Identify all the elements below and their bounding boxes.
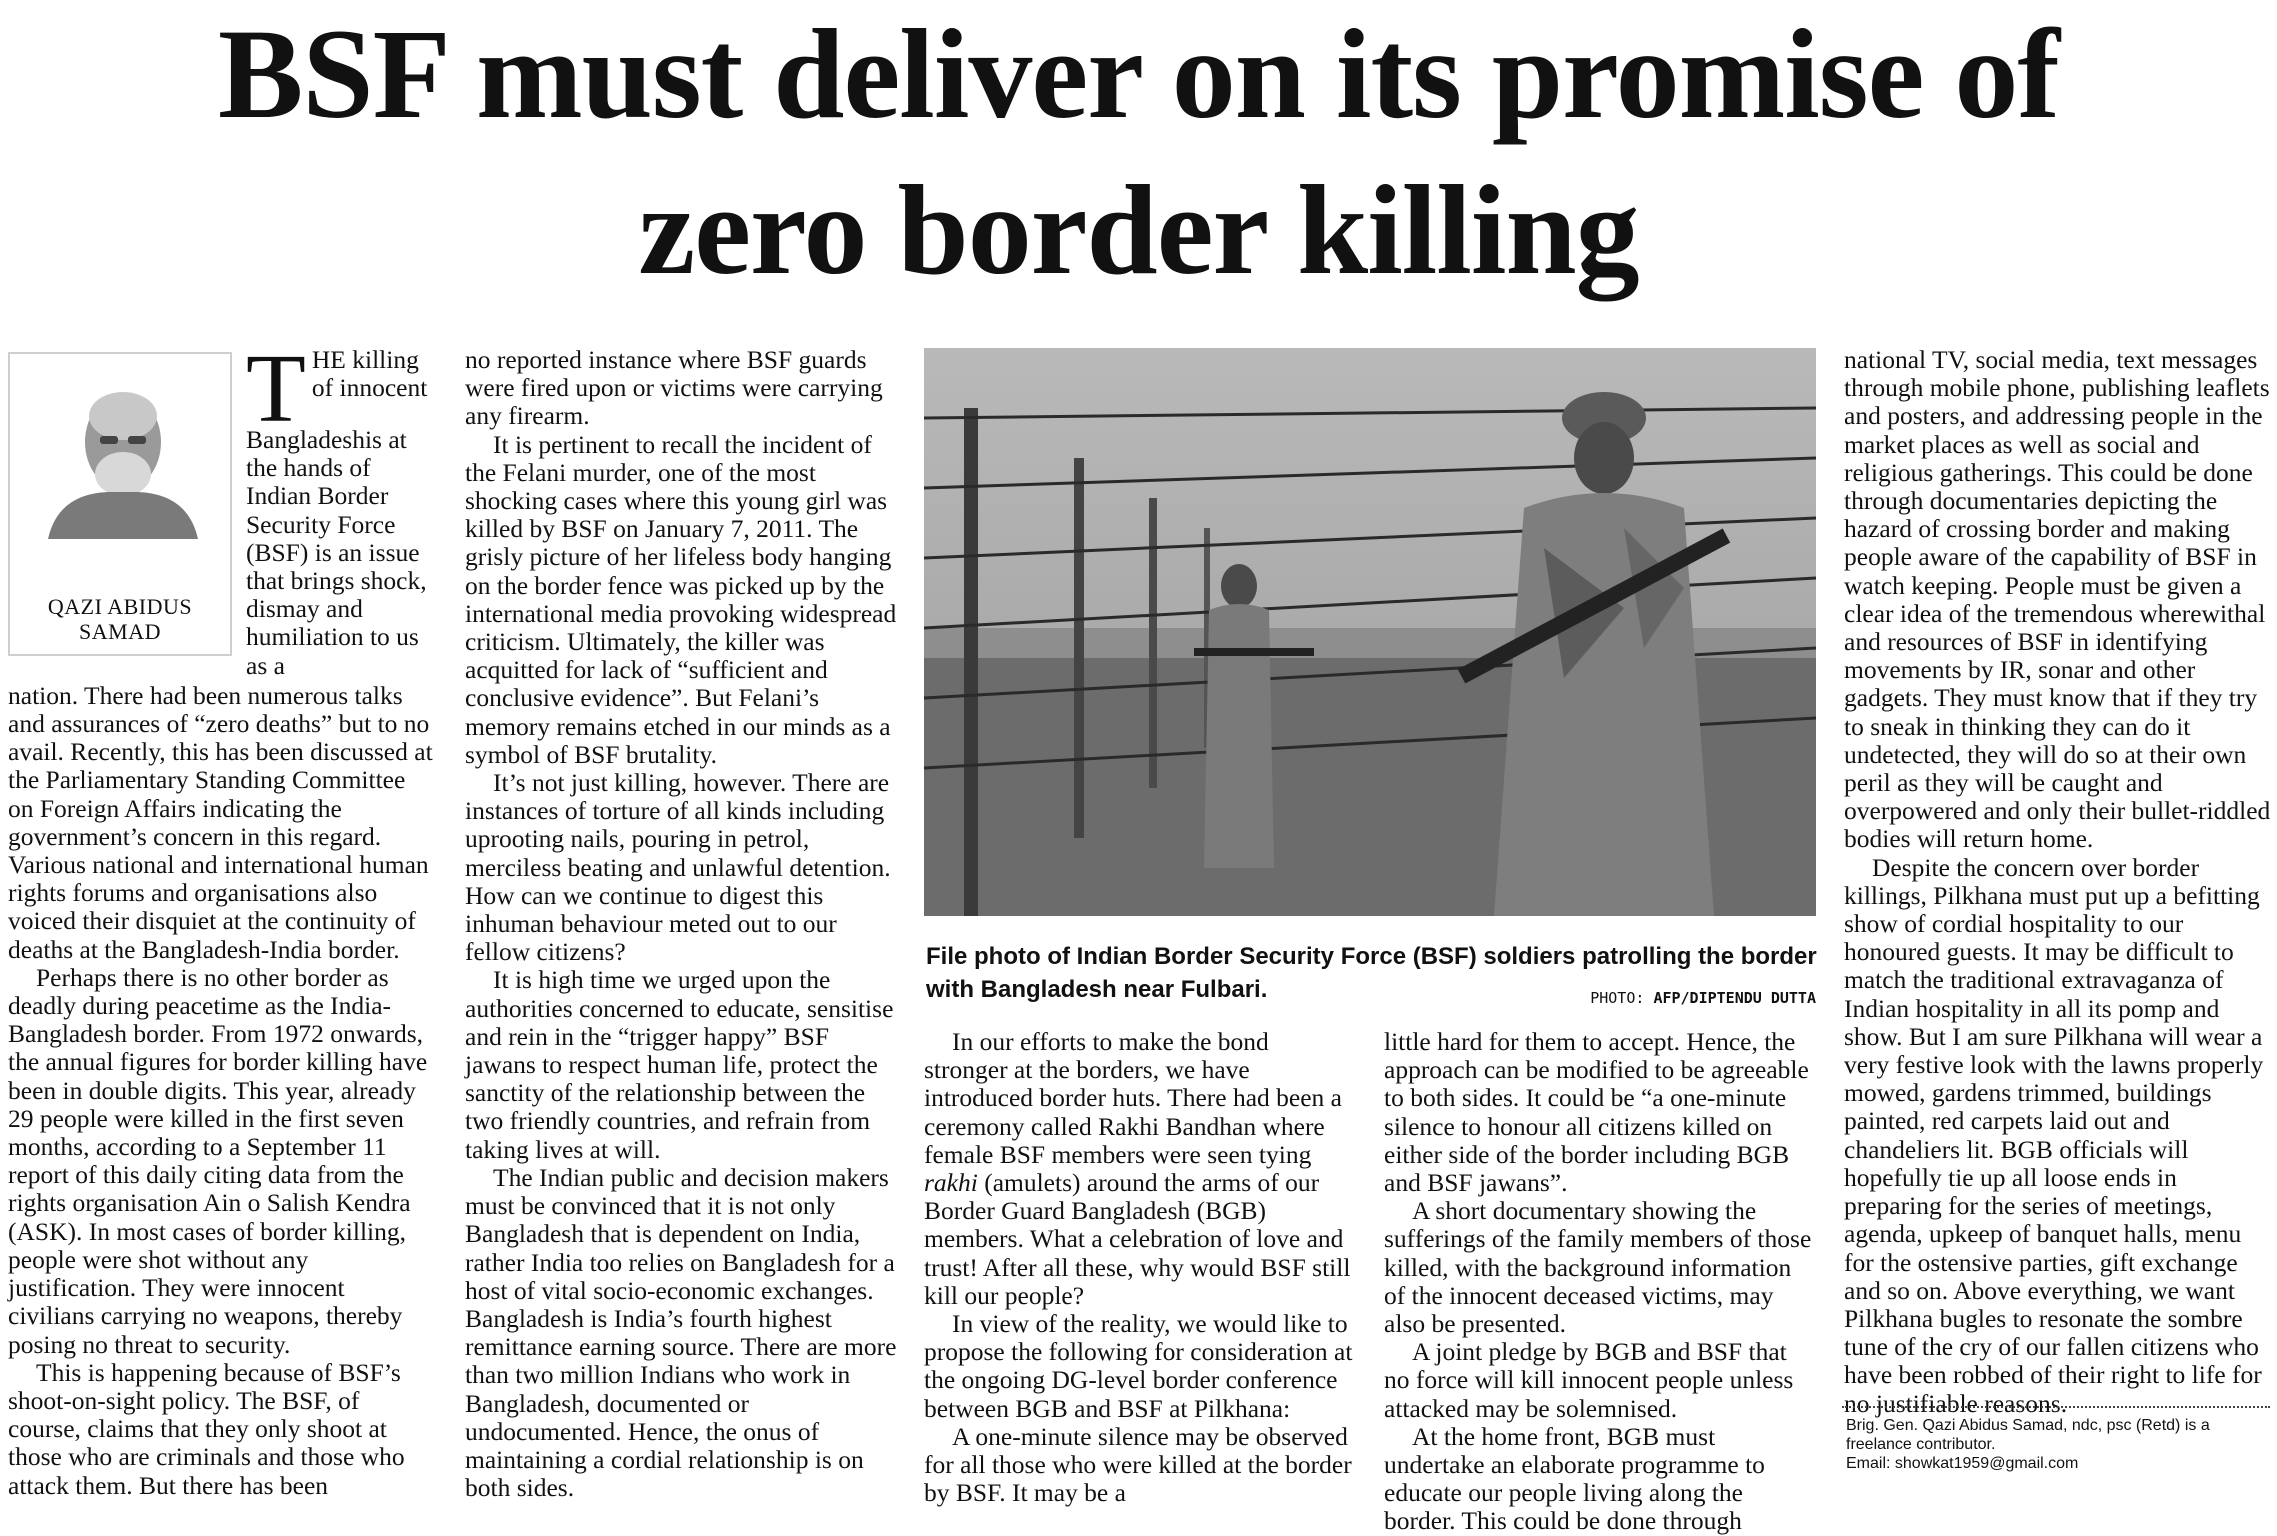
paragraph: It’s not just killing, however. There are instances of torture of all kinds including uprooting nails, pouring in petrol, merciless beating and unlawful detention. How can we continue to digest this inhuman behaviour meted out to our fellow citizens? bbox=[465, 768, 891, 967]
bio-email-line bbox=[1846, 1454, 2274, 1473]
photo-caption: File photo of Indian Border Security Force (BSF) soldiers patrolling the border with Bangladesh near Fulbari. bbox=[926, 943, 1817, 1003]
paragraph: A short documentary showing the sufferings of the family members of those killed, with the background information of the innocent deceased victims, may also be presented. bbox=[1384, 1196, 1812, 1339]
author-bio bbox=[1846, 1416, 2274, 1473]
email-address: showkat1959@gmail.com bbox=[1894, 1455, 2079, 1472]
column-4 bbox=[1384, 1028, 1816, 1536]
column-3 bbox=[924, 1028, 1356, 1507]
paragraph: national TV, social media, text messages through mobile phone, publishing leaflets and posters, and addressing people in the market places as well as social and religious gatherings. This could be done through documentaries depicting the hazard of crossing border and making people aware of the capability of BSF in watch keeping. People must be given a clear idea of the tremendous wherewithal and resources of BSF in identifying movements by IR, sonar and other gadgets. They must know that if they try to sneak in thinking they can do it undetected, they will do so at their own peril as they will be caught and overpowered and only their bullet-riddled bodies will return home. bbox=[1844, 345, 2271, 854]
headline-line-1: BSF must deliver on its promise of bbox=[218, 3, 2059, 145]
paragraph-intro: HE killing of innocent Bangladeshis at the hands of Indian Border Security Force (BSF) is an issue that brings shock, dismay and humiliation to us as a bbox=[246, 345, 428, 680]
paragraph: Perhaps there is no other border as deadly during peacetime as the India-Bangladesh border. From 1972 onwards, the annual figures for border killing have been in double digits. This year, already 29 people were killed in the first seven months, according to a September 11 report of this daily citing data from the rights organisation Ain o Salish Kendra (ASK). In most cases of border killing, people were shot without any justification. They were innocent civilians carrying no weapons, thereby posing no threat to security. bbox=[8, 962, 428, 1359]
paragraph: In our efforts to make the bond stronger at the borders, we have introduced border huts. There had been a ceremony called Rakhi Bandhan where female BSF members were seen tying rakhi (amulets) around the arms of our Border Guard Bangladesh (BGB) members. What a celebration of love and trust! After all these, why would BSF still kill our people? bbox=[924, 1027, 1351, 1310]
author-name: QAZI ABIDUS SAMAD bbox=[47, 594, 193, 644]
bio-divider bbox=[1842, 1406, 2270, 1408]
headline-line-2: zero border killing bbox=[638, 159, 1639, 301]
soldiers-border-fence-photo-icon bbox=[924, 348, 1816, 916]
rakhi-term: rakhi bbox=[924, 1168, 978, 1198]
paragraph: nation. There had been numerous talks and assurances of “zero deaths” but to no avail. Recently, this has been discussed at the Parliamentary Standing Committee on Foreign Affairs indicating the government’s concern in this regard. Various national and international human rights forums and organisations also voiced their disquiet at the continuity of deaths at the Bangladesh-India border. bbox=[8, 680, 433, 964]
paragraph: little hard for them to accept. Hence, the approach can be modified to be agreeable to both sides. It could be “a one-minute silence to honour all citizens killed on either side of the border including BGB and BSF jawans”. bbox=[1384, 1027, 1809, 1198]
article-photo bbox=[924, 348, 1816, 916]
paragraph: A one-minute silence may be observed for all those who were killed at the border by BSF. It may be a bbox=[924, 1421, 1352, 1508]
paragraph: A joint pledge by BGB and BSF that no force will kill innocent people unless attacked may be solemnised. bbox=[1384, 1337, 1794, 1423]
paragraph: The Indian public and decision makers must be convinced that it is not only Bangladesh that is dependent on India, rather India too relies on Bangladesh for a host of vital socio-economic exchanges. Bangladesh is India’s fourth highest remittance earning source. There are more than two million Indians who work in Bangladesh, documented or undocumented. Hence, the onus of maintaining a cordial relationship is on both sides. bbox=[465, 1162, 897, 1503]
paragraph: no reported instance where BSF guards were fired upon or victims were carrying any firearm. bbox=[465, 345, 883, 431]
bio-text: Brig. Gen. Qazi Abidus Samad, ndc, psc (Retd) is a freelance contributor. bbox=[1846, 1417, 2210, 1453]
email-label: Email: bbox=[1846, 1455, 1895, 1472]
drop-cap: T bbox=[246, 335, 306, 443]
paragraph: Despite the concern over border killings, Pilkhana must put up a befitting show of cordial hospitality to our honoured guests. It may be difficult to match the traditional extravaganza of Indian hospitality in all its pomp and show. But I am sure Pilkhana will wear a very festive look with the lawns properly mowed, gardens trimmed, buildings painted, red carpets laid out and chandeliers lit. BGB officials will hopefully tie up all loose ends in preparing for the series of meetings, agenda, upkeep of banquet halls, menu for the ostensive parties, gift exchange and so on. Above everything, we want Pilkhana bugles to resonate the sombre tune of the cry of our fallen citizens who have been robbed of their right to life for no justifiable reasons. bbox=[1844, 852, 2264, 1418]
paragraph: It is high time we urged upon the authorities concerned to educate, sensitise and rein in the “trigger happy” BSF jawans to respect human life, protect the sanctity of the relationship between the two friendly countries, and refrain from taking lives at will. bbox=[465, 965, 894, 1164]
photo-credit bbox=[1516, 988, 1816, 1008]
column-1 bbox=[8, 335, 436, 1500]
column-1-intro bbox=[246, 335, 436, 680]
column-2 bbox=[465, 346, 903, 1502]
paragraph: This is happening because of BSF’s shoot-on-sight policy. The BSF, of course, claims that they only shoot at those who are criminals and those who attack them. But there has been bbox=[8, 1357, 405, 1500]
photo-credit-label: PHOTO: bbox=[1590, 989, 1654, 1007]
column-5 bbox=[1844, 346, 2272, 1418]
paragraph: At the home front, BGB must undertake an elaborate programme to educate our people living along the border. This could be done through bbox=[1384, 1421, 1765, 1536]
photo-credit-source: AFP/DIPTENDU DUTTA bbox=[1653, 989, 1816, 1007]
paragraph: It is pertinent to recall the incident of the Felani murder, one of the most shocking cases where this young girl was killed by BSF on January 7, 2011. The grisly picture of her lifeless body hanging on the border fence was picked up by the international media provoking widespread criticism. Ultimately, the killer was acquitted for lack of “sufficient and conclusive evidence”. But Felani’s memory remains etched in our minds as a symbol of BSF brutality. bbox=[465, 429, 897, 769]
paragraph: In view of the reality, we would like to propose the following for consideration at the ongoing DG-level border conference between BGB and BSF at Pilkhana: bbox=[924, 1309, 1353, 1423]
